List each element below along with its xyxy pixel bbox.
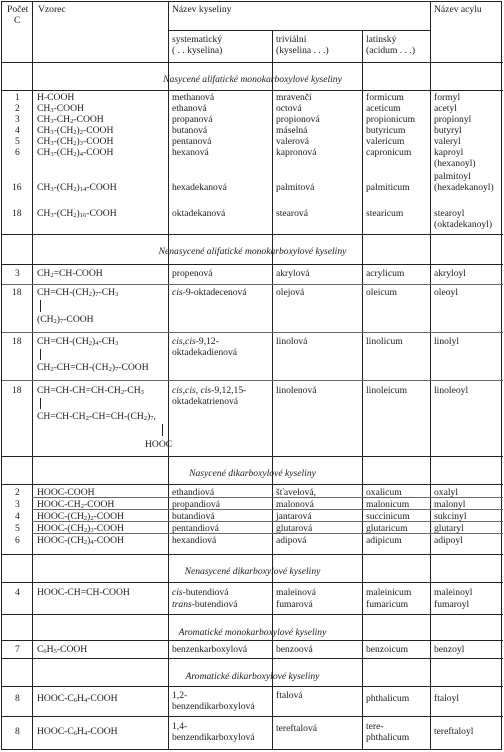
header-systematic: ( . . kyselina) bbox=[172, 45, 223, 56]
carbon-count: 3 bbox=[15, 499, 20, 510]
bond-line bbox=[40, 349, 41, 360]
trivial-name: šťavelová, bbox=[276, 487, 317, 498]
carbon-count: 4 bbox=[15, 125, 20, 136]
acyl-name: fumaroyl bbox=[434, 599, 470, 610]
formula: HOOC-$(CH_2)_4$-COOH bbox=[37, 535, 124, 546]
trivial-name: maleinová bbox=[276, 587, 316, 598]
header-acid-name: Název kyseliny bbox=[172, 4, 232, 15]
carbon-count: 18 bbox=[12, 385, 22, 396]
formula: HOOC-$(CH_2)_2$-COOH bbox=[37, 511, 124, 522]
header-trivial: triviální bbox=[276, 34, 307, 45]
acyl-name: tereftaloyl bbox=[434, 726, 474, 737]
carbon-count: 16 bbox=[12, 182, 22, 193]
latin-name: aceticum bbox=[366, 103, 401, 114]
acyl-name: acetyl bbox=[434, 103, 457, 114]
formula: HOOC-$C_6H_4$-COOH bbox=[37, 693, 118, 704]
formula: $CH=CH-(CH_2)_7-CH_3$ bbox=[37, 287, 119, 298]
systematic-name: oktadekadienová bbox=[172, 347, 237, 358]
acyl-name: malonyl bbox=[434, 499, 466, 510]
trivial-name: propionová bbox=[276, 114, 320, 125]
acyl-name: sukcinyl bbox=[434, 511, 467, 522]
systematic-name: butanová bbox=[172, 125, 208, 136]
section-title: Nenasycené alifatické monokarboxylové kyseliny bbox=[158, 246, 347, 257]
carbon-count: 18 bbox=[12, 208, 22, 219]
latin-name: linoleicum bbox=[366, 385, 408, 396]
acyl-name: maleinoyl bbox=[434, 587, 473, 598]
row-rule bbox=[2, 380, 503, 381]
systematic-name: ethandiová bbox=[172, 487, 215, 498]
latin-name: palmiticum bbox=[366, 182, 410, 193]
latin-name: formicum bbox=[366, 92, 404, 103]
latin-name: capronicum bbox=[366, 147, 412, 158]
carbon-count: 4 bbox=[15, 511, 20, 522]
formula: HOOC-CH=CH-COOH bbox=[37, 587, 130, 598]
acyl-name: stearoyl bbox=[434, 208, 465, 219]
latin-name: malonicum bbox=[366, 499, 410, 510]
acyl-name: kaproyl bbox=[434, 147, 464, 158]
acyl-name: (oktadekanoyl) bbox=[434, 219, 493, 230]
acyl-name: glutaryl bbox=[434, 523, 464, 534]
trivial-name: tereftalová bbox=[276, 723, 318, 734]
trivial-name: glutarová bbox=[276, 523, 313, 534]
section-title: Nenasycené dikarboxylové kyseliny bbox=[184, 566, 321, 577]
header-count: Počet bbox=[7, 4, 29, 15]
latin-name: tere- bbox=[366, 721, 384, 732]
trivial-name: octová bbox=[276, 103, 302, 114]
systematic-name: methanová bbox=[172, 92, 215, 103]
systematic-name: oktadekanová bbox=[172, 208, 226, 219]
formula: $CH_3-(CH_2)_3$-COOH bbox=[37, 136, 114, 147]
formula: HOOC-$CH_2$-COOH bbox=[37, 499, 115, 510]
acyl-name: oxalyl bbox=[434, 487, 458, 498]
formula: HOOC-$C_6H_4$-COOH bbox=[37, 726, 118, 737]
header-systematic: systematický bbox=[172, 34, 223, 45]
systematic-name: propanová bbox=[172, 114, 213, 125]
trivial-name: akrylová bbox=[276, 268, 310, 279]
formula: $CH_3-(CH_2)_{16}$-COOH bbox=[37, 208, 117, 219]
carbon-count: 3 bbox=[15, 114, 20, 125]
row-rule bbox=[2, 640, 503, 641]
latin-name: acrylicum bbox=[366, 268, 405, 279]
col-rule bbox=[362, 30, 363, 749]
systematic-name: hexandiová bbox=[172, 535, 217, 546]
carbon-count: 1 bbox=[15, 92, 20, 103]
systematic-name: propandiová bbox=[172, 499, 220, 510]
systematic-name: pentandiová bbox=[172, 523, 219, 534]
acid-table bbox=[1, 1, 502, 750]
bond-line bbox=[162, 424, 163, 436]
systematic-name: cis-9-oktadecenová bbox=[172, 287, 247, 298]
row-rule bbox=[2, 554, 503, 555]
latin-name: glutaricum bbox=[366, 523, 408, 534]
header-trivial: (kyselina . . .) bbox=[276, 45, 329, 56]
acyl-name: (hexanoyl) bbox=[434, 158, 476, 169]
header-latin: latinský bbox=[366, 34, 397, 45]
formula: H-COOH bbox=[37, 92, 75, 103]
trivial-name: jantarová bbox=[276, 511, 312, 522]
formula: $CH_3-(CH_2)_4$-COOH bbox=[37, 147, 114, 158]
acyl-name: akryloyl bbox=[434, 268, 466, 279]
row-rule bbox=[2, 332, 503, 333]
formula: $CH_3-(CH_2)_{14}$-COOH bbox=[37, 182, 117, 193]
systematic-name: cis,cis-9,12- bbox=[172, 336, 219, 347]
latin-name: valericum bbox=[366, 136, 405, 147]
trivial-name: benzoová bbox=[276, 644, 313, 655]
formula: $CH=CH-(CH_2)_4-CH_3$ bbox=[37, 336, 119, 347]
latin-name: succinicum bbox=[366, 511, 410, 522]
acyl-name: palmitoyl bbox=[434, 171, 471, 182]
latin-name: stearicum bbox=[366, 208, 404, 219]
trivial-name: linolová bbox=[276, 336, 308, 347]
acyl-name: ftaloyl bbox=[434, 693, 460, 704]
carbon-count: 6 bbox=[15, 535, 20, 546]
formula: $CH=CH-CH=CH-CH_2-CH_3$ bbox=[37, 385, 144, 396]
trivial-name: máselná bbox=[276, 125, 308, 136]
formula: $CH_3-(CH_2)_2$-COOH bbox=[37, 125, 114, 136]
formula: HOOC-$(CH_2)_3$-COOH bbox=[37, 523, 124, 534]
row-rule bbox=[168, 30, 430, 31]
formula: $CH_2-CH=CH-(CH_2)_7$-COOH bbox=[37, 362, 149, 373]
carbon-count: 3 bbox=[15, 268, 20, 279]
trivial-name: olejová bbox=[276, 287, 305, 298]
trivial-name: malonová bbox=[276, 499, 314, 510]
acyl-name: (hexadekanoyl) bbox=[434, 182, 494, 193]
trivial-name: linolenová bbox=[276, 385, 317, 396]
trivial-name: fumarová bbox=[276, 599, 313, 610]
systematic-name: trans-butendiová bbox=[172, 599, 238, 610]
acyl-name: adipoyl bbox=[434, 535, 463, 546]
row-rule bbox=[2, 658, 503, 659]
systematic-name: ethanová bbox=[172, 103, 207, 114]
row-rule bbox=[2, 90, 503, 91]
latin-name: linolicum bbox=[366, 336, 403, 347]
carbon-count: 2 bbox=[15, 487, 20, 498]
acyl-name: propionyl bbox=[434, 114, 472, 125]
row-rule bbox=[2, 264, 503, 265]
formula: HOOC bbox=[145, 439, 173, 450]
latin-name: oxalicum bbox=[366, 487, 402, 498]
latin-name: benzoicum bbox=[366, 644, 409, 655]
latin-name: adipicum bbox=[366, 535, 402, 546]
section-title: Aromatické dikarboxylové kyseliny bbox=[185, 671, 320, 682]
trivial-name: mravenčí bbox=[276, 92, 312, 103]
formula: $CH_3-CH_2$-COOH bbox=[37, 114, 104, 125]
carbon-count: 7 bbox=[15, 644, 20, 655]
acyl-name: linolyl bbox=[434, 336, 460, 347]
section-title: Nasycené alifatické monokarboxylové kyseliny bbox=[163, 74, 342, 85]
formula: $(CH_2)_7$-COOH bbox=[37, 314, 94, 325]
carbon-count: 8 bbox=[15, 726, 20, 737]
row-rule bbox=[2, 456, 503, 457]
row-rule bbox=[2, 62, 503, 63]
col-rule bbox=[272, 30, 273, 749]
trivial-name: stearová bbox=[276, 208, 308, 219]
latin-name: propionicum bbox=[366, 114, 416, 125]
row-rule bbox=[2, 484, 503, 485]
systematic-name: cis,cis, cis-9,12,15- bbox=[172, 385, 247, 396]
trivial-name: adipová bbox=[276, 535, 307, 546]
carbon-count: 8 bbox=[15, 693, 20, 704]
formula: $CH_3$-COOH bbox=[37, 103, 84, 114]
section-title: Aromatické monokarboxylové kyseliny bbox=[178, 627, 327, 638]
formula: $CH_2=CH$-COOH bbox=[37, 268, 103, 279]
systematic-name: benzendikarboxylová bbox=[172, 732, 255, 743]
row-rule bbox=[2, 686, 503, 687]
row-rule bbox=[2, 614, 503, 615]
systematic-name: oktadekatrienová bbox=[172, 396, 239, 407]
formula: $C_6H_5$-COOH bbox=[37, 644, 88, 655]
trivial-name: valerová bbox=[276, 136, 310, 147]
formula: $CH=CH-CH_2-CH=CH-(CH_2)_7$, bbox=[37, 411, 156, 422]
systematic-name: benzendikarboxylová bbox=[172, 701, 255, 712]
acyl-name: formyl bbox=[434, 92, 461, 103]
row-rule bbox=[2, 716, 503, 717]
carbon-count: 4 bbox=[15, 587, 20, 598]
latin-name: phthalicum bbox=[366, 732, 410, 743]
row-rule bbox=[2, 234, 503, 235]
trivial-name: kapronová bbox=[276, 147, 317, 158]
carbon-count: 5 bbox=[15, 136, 20, 147]
systematic-name: 1,2- bbox=[172, 690, 188, 701]
header-latin: (acidum . . .) bbox=[366, 45, 416, 56]
latin-name: maleinicum bbox=[366, 587, 412, 598]
acyl-name: butyryl bbox=[434, 125, 462, 136]
systematic-name: cis-butendiová bbox=[172, 587, 229, 598]
section-title: Nasycené dikarboxylové kyseliny bbox=[189, 468, 316, 479]
acyl-name: oleoyl bbox=[434, 287, 458, 298]
systematic-name: propenová bbox=[172, 268, 213, 279]
row-rule bbox=[32, 497, 503, 498]
latin-name: oleicum bbox=[366, 287, 397, 298]
latin-name: fumaricum bbox=[366, 599, 409, 610]
carbon-count: 18 bbox=[12, 336, 22, 347]
systematic-name: benzenkarboxylová bbox=[172, 644, 248, 655]
systematic-name: pentanová bbox=[172, 136, 212, 147]
row-rule bbox=[2, 284, 503, 285]
header-acyl-name: Název acylu bbox=[434, 4, 482, 15]
bond-line bbox=[40, 398, 41, 409]
latin-name: phthalicum bbox=[366, 693, 410, 704]
acyl-name: benzoyl bbox=[434, 644, 465, 655]
header-formula: Vzorec bbox=[38, 4, 66, 15]
bond-line bbox=[40, 300, 41, 312]
row-rule bbox=[2, 582, 503, 583]
acyl-name: linoleoyl bbox=[434, 385, 469, 396]
carbon-count: 18 bbox=[12, 287, 22, 298]
trivial-name: ftalová bbox=[276, 690, 303, 701]
carbon-count: 2 bbox=[15, 103, 20, 114]
systematic-name: butandiová bbox=[172, 511, 215, 522]
header-count: C bbox=[14, 15, 21, 26]
carbon-count: 6 bbox=[15, 147, 20, 158]
trivial-name: palmitová bbox=[276, 182, 315, 193]
systematic-name: hexadekanová bbox=[172, 182, 227, 193]
systematic-name: hexanová bbox=[172, 147, 209, 158]
acyl-name: valeryl bbox=[434, 136, 461, 147]
formula: HOOC-COOH bbox=[37, 487, 95, 498]
latin-name: butyricum bbox=[366, 125, 406, 136]
systematic-name: 1,4- bbox=[172, 721, 188, 732]
carbon-count: 5 bbox=[15, 523, 20, 534]
